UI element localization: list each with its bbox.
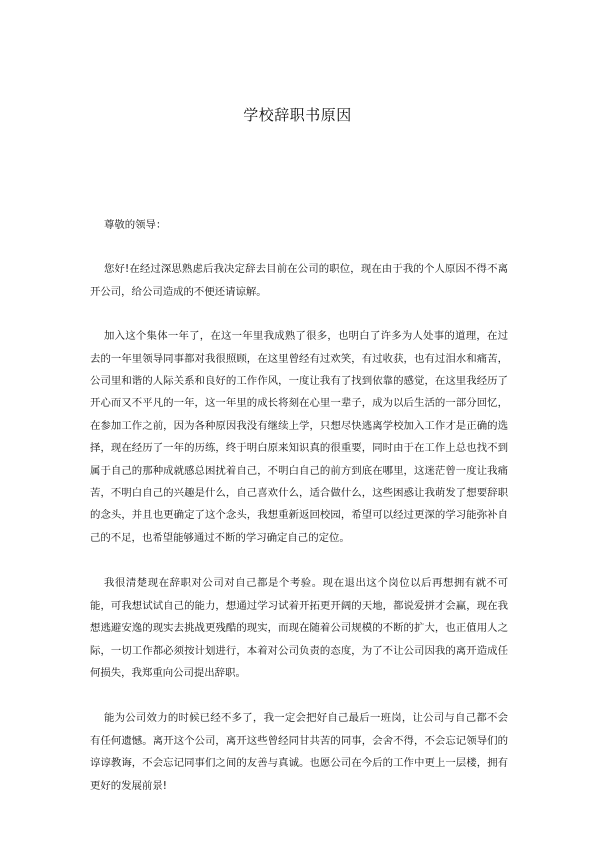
document-title: 学校辞职书原因 xyxy=(243,106,352,124)
document-body xyxy=(90,214,508,797)
salutation: 尊敬的领导： xyxy=(104,219,167,231)
paragraph-1: 您好!在经过深思熟虑后我决定辞去目前在公司的职位，现在由于我的个人原因不得不离开公司，给公司造成的不便还请谅解。 xyxy=(90,263,508,298)
paragraph-4: 能为公司效力的时候已经不多了，我一定会把好自己最后一班岗，让公司与自己都不会有任何遗憾。离开这个公司，离开这些曾经同甘共苦的同事，会舍不得，不会忘记领导们的谆谆教诲，不会忘记同事们之间的友善与真诚。也愿公司在今后的工作中更上一层楼，拥有更好的发展前景! xyxy=(90,712,508,792)
paragraph-3: 我很清楚现在辞职对公司对自己都是个考验。现在退出这个岗位以后再想拥有就不可能，可我想试试自己的能力，想通过学习试着开拓更开阔的天地，都说爱拼才会赢，现在我想逃避安逸的现实去挑战更残酷的现实，而现在随着公司规模的不断的扩大，也正值用人之际，一切工作都必须按计划进行，本着对公司负责的态度，为了不让公司因我的离开造成任何损失，我郑重向公司提出辞职。 xyxy=(90,577,508,679)
paragraph-2: 加入这个集体一年了，在这一年里我成熟了很多，也明白了许多为人处事的道理，在过去的一年里领导同事都对我很照顾，在这里曾经有过欢笑，有过收获，也有过泪水和痛苦，公司里和谐的人际关系和良好的工作作风，一度让我有了找到依靠的感觉，在这里我经历了开心而又不平凡的一年，这一年里的成长将刻在心里一辈子，成为以后生活的一部分回忆，在参加工作之前，因为各种原因我没有继续上学，只想尽快逃离学校加入工作才是正确的选择，现在经历了一年的历练，终于明白原来知识真的很重要，同时由于在工作上总也找不到属于自己的那种成就感总困扰着自己，不明白自己的前方到底在哪里，这迷茫曾一度让我痛苦，不明白自己的兴趣是什么，自己喜欢什么，适合做什么，这些困惑让我萌发了想要辞职的念头，并且也更确定了这个念头，我想重新返回校园，希望可以经过更深的学习能弥补自己的不足，也希望能够通过不断的学习确定自己的定位。 xyxy=(90,330,508,544)
